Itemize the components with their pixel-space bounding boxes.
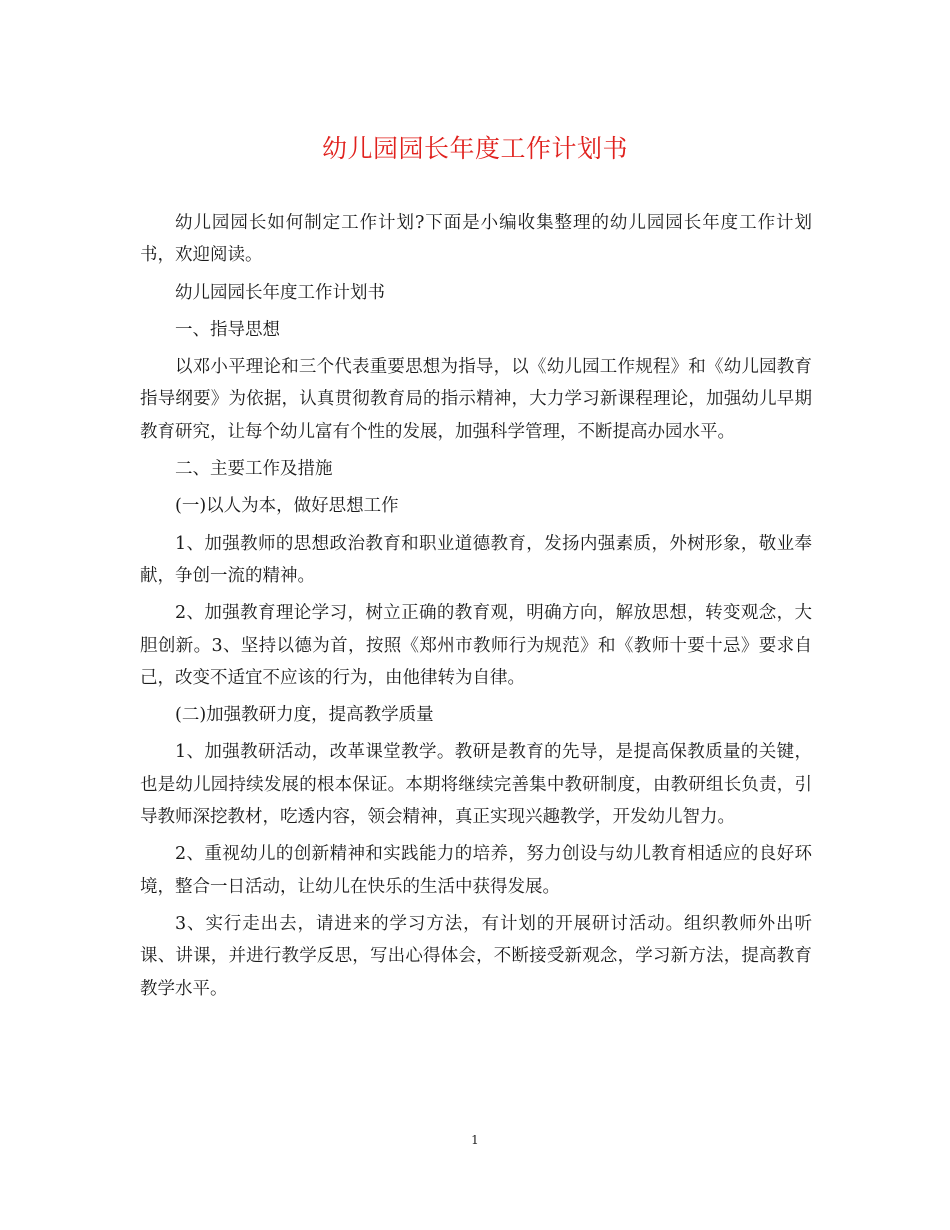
paragraph-research-2: 2、重视幼儿的创新精神和实践能力的培养，努力创设与幼儿教育相适应的良好环境，整合一日活动，让幼儿在快乐的生活中获得发展。 — [140, 844, 812, 897]
paragraph-item-2-3: 2、加强教育理论学习，树立正确的教育观，明确方向，解放思想，转变观念，大胆创新。3、坚持以德为首，按照《郑州市教师行为规范》和《教师十要十忌》要求自己，改变不适宜不应该的行为，由他律转为自律。 — [140, 603, 812, 688]
section-heading-guiding-ideology: 一、指导思想 — [175, 319, 280, 340]
subsection-heading-teaching-research: (二)加强教研力度，提高教学质量 — [175, 705, 434, 726]
paragraph-intro: 幼儿园园长如何制定工作计划?下面是小编收集整理的幼儿园园长年度工作计划书，欢迎阅读。 — [140, 213, 812, 266]
paragraph-research-3: 3、实行走出去，请进来的学习方法，有计划的开展研讨活动。组织教师外出听课、讲课，并进行教学反思，写出心得体会，不断接受新观念，学习新方法，提高教育教学水平。 — [140, 913, 812, 999]
document-title: 幼儿园园长年度工作计划书 — [321, 134, 628, 163]
section-heading-main-work: 二、主要工作及措施 — [175, 459, 333, 480]
paragraph-research-1: 1、加强教研活动，改革课堂教学。教研是教育的先导，是提高保教质量的关键，也是幼儿园持续发展的根本保证。本期将继续完善集中教研制度，由教研组长负责，引导教师深挖教材，吃透内容，领会精神，真正实现兴趣教学，开发幼儿智力。 — [140, 742, 812, 828]
subsection-heading-people-first: (一)以人为本，做好思想工作 — [175, 496, 399, 517]
paragraph-subtitle: 幼儿园园长年度工作计划书 — [175, 282, 385, 303]
paragraph-guiding-ideology: 以邓小平理论和三个代表重要思想为指导，以《幼儿园工作规程》和《幼儿园教育指导纲要》为依据，认真贯彻教育局的指示精神，大力学习新课程理论，加强幼儿早期教育研究，让每个幼儿富有个性的发展，加强科学管理，不断提高办园水平。 — [140, 357, 812, 442]
document-body — [140, 207, 812, 1010]
paragraph-item-1: 1、加强教师的思想政治教育和职业道德教育，发扬内强素质，外树形象，敬业奉献，争创一流的精神。 — [140, 533, 812, 586]
page-number: 1 — [471, 1133, 479, 1147]
